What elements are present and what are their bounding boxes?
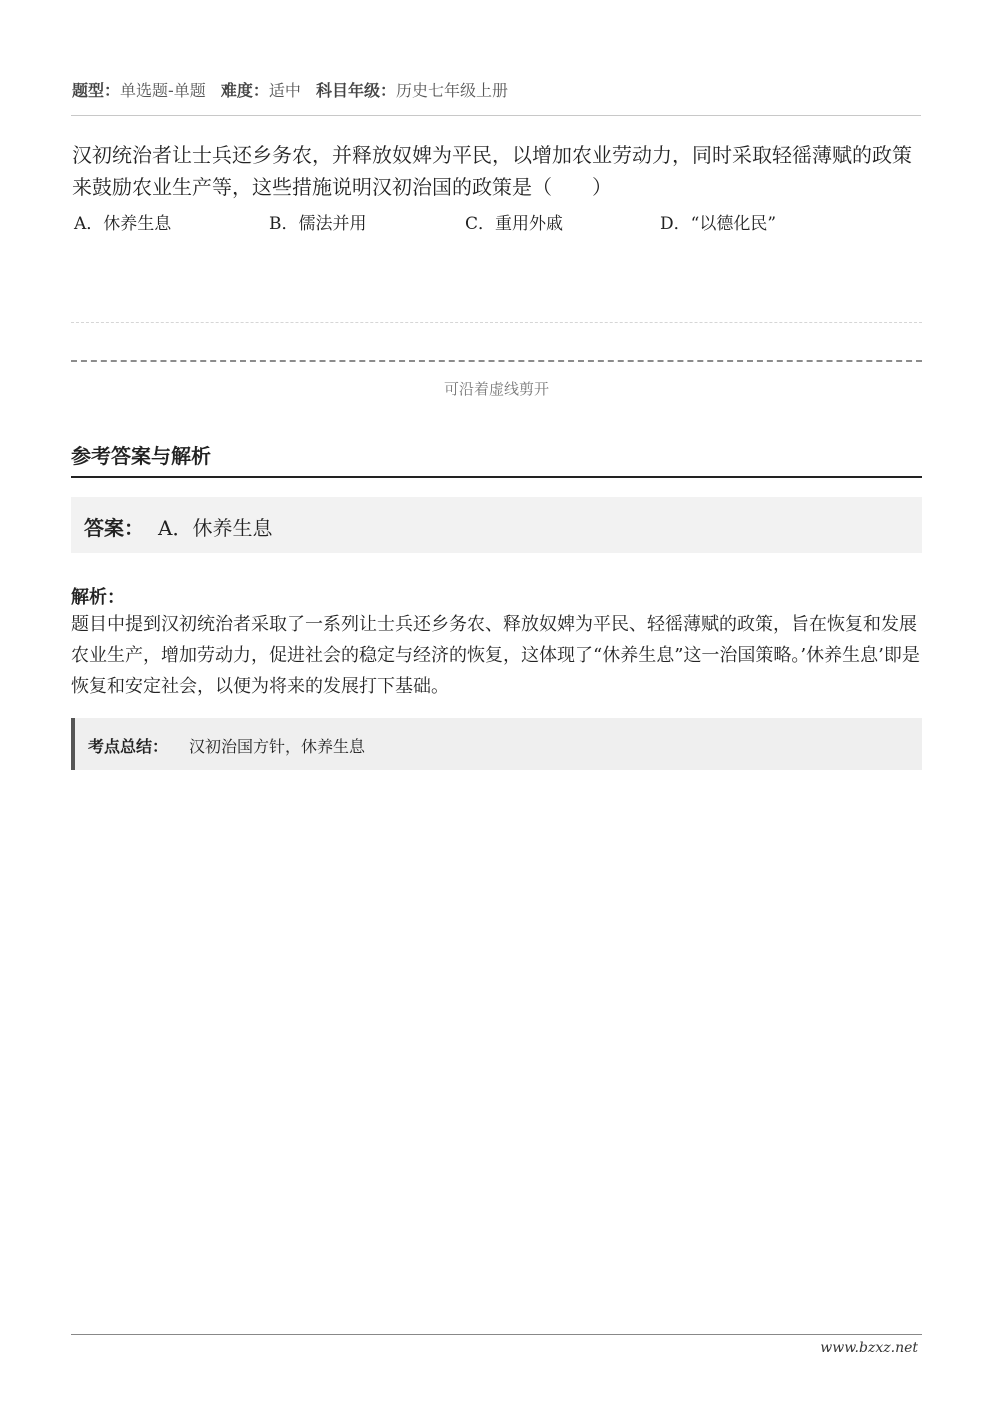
keypoint-label: 考点总结：: [88, 737, 169, 756]
difficulty-label: 难度：: [220, 81, 269, 100]
subject-value: 历史七年级上册: [396, 81, 509, 100]
question-meta: [72, 78, 508, 101]
option-list: [72, 209, 924, 233]
keypoint-value: 汉初治国方针，休养生息: [189, 737, 366, 756]
cut-hint: 可沿着虚线剪开: [443, 380, 549, 398]
analysis-text: 题目中提到汉初统治者采取了一系列让士兵还乡务农、释放奴婢为平民、轻徭薄赋的政策，旨在恢复和发展农业生产，增加劳动力，促进社会的稳定与经济的恢复，这体现了“休养生息”这一治国策略。’休养生息’即是恢复和安定社会，以便为将来的发展打下基础。: [71, 614, 920, 697]
difficulty-value: 适中: [268, 81, 301, 100]
subject-label: 科目年级：: [316, 81, 397, 100]
option-a: A．休养生息: [74, 214, 172, 234]
question-text: 汉初统治者让士兵还乡务农，并释放奴婢为平民，以增加农业劳动力，同时采取轻徭薄赋的政策来鼓励农业生产等，这些措施说明汉初治国的政策是（ ）: [72, 143, 912, 199]
solution-divider: [71, 476, 922, 478]
option-b: B．儒法并用: [269, 214, 367, 234]
answer-value: A．休养生息: [158, 516, 273, 540]
type-value: 单选题-单题: [120, 81, 206, 100]
footer-site: www.bzxz.net: [820, 1340, 918, 1356]
keypoint-box: [71, 718, 922, 770]
type-label: 题型：: [72, 81, 121, 100]
answer-box: [71, 497, 922, 553]
footer-divider: [71, 1334, 922, 1335]
option-c: C．重用外戚: [465, 214, 564, 234]
header-divider: [71, 115, 921, 116]
cut-line: [71, 360, 922, 362]
solution-title: 参考答案与解析: [71, 444, 211, 468]
option-d: D．“以德化民”: [660, 214, 777, 234]
analysis-label: 解析：: [71, 587, 125, 608]
answer-label: 答案：: [84, 516, 144, 540]
light-dashed-divider: [71, 322, 922, 323]
